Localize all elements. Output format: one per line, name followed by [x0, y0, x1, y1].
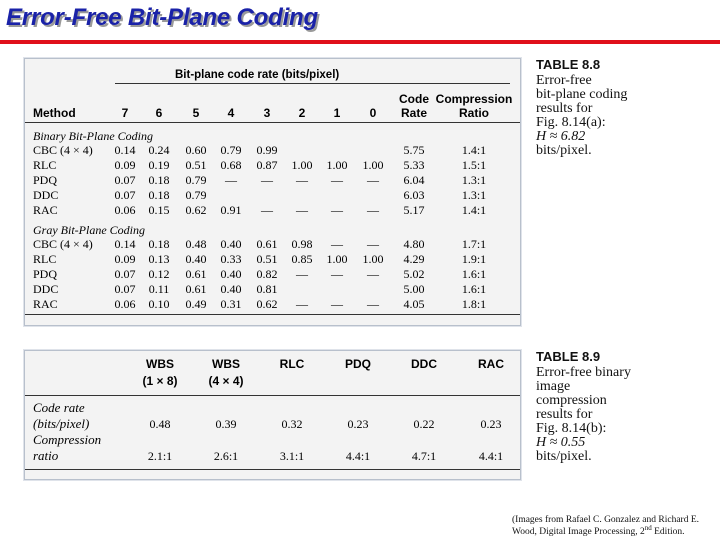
method-header: Method	[33, 106, 76, 120]
method-cell: PDQ	[33, 173, 58, 187]
plane-rate-cell: 0.40	[220, 237, 242, 251]
plane-rate-cell: 0.62	[256, 297, 278, 311]
plane-rate-cell: 0.31	[220, 297, 242, 311]
plane-rate-cell: —	[331, 203, 343, 217]
plane-rate-cell: 0.51	[185, 158, 207, 172]
compression-ratio-cell: 1.6:1	[461, 282, 487, 296]
plane-rate-cell: 0.09	[114, 158, 136, 172]
compression-ratio-cell: 1.3:1	[461, 173, 487, 187]
caption-line: bits/pixel.	[536, 449, 592, 464]
plane-rate-cell: 0.06	[114, 203, 136, 217]
method-cell: PDQ	[33, 267, 58, 281]
plane-rate-cell: 0.82	[256, 267, 278, 281]
plane-rate-cell: —	[261, 203, 273, 217]
plane-rate-cell: —	[331, 267, 343, 281]
plane-header: 1	[333, 106, 341, 120]
compression-ratio-cell: 1.8:1	[461, 297, 487, 311]
credit-line	[512, 523, 699, 538]
code-rate-header: Code	[399, 92, 429, 106]
plane-rate-cell: 0.48	[185, 237, 207, 251]
plane-rate-cell: 0.98	[291, 237, 313, 251]
code-rate-cell: 4.29	[403, 252, 425, 266]
plane-rate-cell: 0.14	[114, 237, 136, 251]
plane-rate-cell: —	[331, 173, 343, 187]
plane-rate-cell: 0.24	[148, 143, 170, 157]
compression-ratio-cell: 1.3:1	[461, 188, 487, 202]
code-rate-cell: 4.05	[403, 297, 425, 311]
caption-line: bit-plane coding	[536, 87, 628, 102]
plane-rate-cell: —	[331, 237, 343, 251]
code-rate-cell: 5.75	[403, 143, 425, 157]
compression-ratio-value: 4.7:1	[411, 449, 437, 463]
plane-rate-cell: 0.60	[185, 143, 207, 157]
compression-ratio-value: 2.1:1	[147, 449, 173, 463]
plane-rate-cell: 1.00	[326, 158, 348, 172]
method-cell: DDC	[33, 282, 59, 296]
caption-line: Fig. 8.14(a):	[536, 115, 606, 130]
credit-text: Wood, Digital Image Processing, 2	[512, 527, 645, 537]
code-rate-value: 0.48	[149, 417, 171, 431]
table-8-9-label: TABLE 8.9	[536, 349, 601, 364]
plane-rate-cell: 0.79	[220, 143, 242, 157]
table-8-8	[24, 58, 521, 326]
method-cell: RAC	[33, 203, 58, 217]
plane-rate-cell: 0.87	[256, 158, 278, 172]
credit-text: Edition.	[651, 527, 685, 537]
title-divider	[0, 40, 720, 44]
plane-rate-cell: —	[367, 237, 379, 251]
code-rate-value: 0.22	[413, 417, 435, 431]
plane-rate-cell: 0.99	[256, 143, 278, 157]
plane-rate-cell: 0.68	[220, 158, 242, 172]
plane-rate-cell: 0.51	[256, 252, 278, 266]
plane-rate-cell: 0.07	[114, 188, 136, 202]
caption-line: Error-free binary	[536, 365, 631, 380]
compression-ratio-cell: 1.9:1	[461, 252, 487, 266]
plane-rate-cell: 0.18	[148, 188, 170, 202]
plane-rate-cell: 0.13	[148, 252, 170, 266]
caption-line: compression	[536, 393, 607, 408]
caption-line: H ≈ 0.55	[536, 435, 586, 450]
plane-rate-cell: 0.40	[220, 282, 242, 296]
plane-rate-cell: 0.81	[256, 282, 278, 296]
gray-section-label: Gray Bit-Plane Coding	[33, 223, 145, 237]
plane-rate-cell: —	[367, 203, 379, 217]
plane-rate-cell: 1.00	[291, 158, 313, 172]
plane-rate-cell: 0.61	[185, 267, 207, 281]
method-cell: CBC (4 × 4)	[33, 143, 93, 157]
binary-section-label: Binary Bit-Plane Coding	[33, 129, 153, 143]
plane-rate-cell: 0.61	[185, 282, 207, 296]
plane-header: 6	[155, 106, 163, 120]
plane-rate-cell: 0.49	[185, 297, 207, 311]
column-header: WBS	[212, 357, 240, 371]
plane-rate-cell: 0.12	[148, 267, 170, 281]
plane-rate-cell: 1.00	[362, 158, 384, 172]
code-rate-cell: 6.03	[403, 188, 425, 202]
compression-ratio-cell: 1.4:1	[461, 143, 487, 157]
plane-rate-cell: 0.07	[114, 173, 136, 187]
table-8-9-caption	[536, 350, 631, 464]
plane-rate-cell: 0.85	[291, 252, 313, 266]
plane-rate-cell: 0.14	[114, 143, 136, 157]
caption-line: results for	[536, 101, 593, 116]
plane-rate-cell: 0.18	[148, 173, 170, 187]
code-rate-cell: 5.33	[403, 158, 425, 172]
plane-rate-cell: 0.15	[148, 203, 170, 217]
table-8-8-label: TABLE 8.8	[536, 57, 601, 72]
table-8-9	[24, 350, 521, 480]
plane-rate-cell: 0.09	[114, 252, 136, 266]
code-rate-cell: 4.80	[403, 237, 425, 251]
column-header: RAC	[478, 357, 504, 371]
compression-ratio-cell: 1.5:1	[461, 158, 487, 172]
table-bottom-rule	[25, 314, 520, 315]
caption-line: image	[536, 379, 571, 394]
compression-label: Compression	[33, 432, 102, 447]
code-rate-value: 0.23	[480, 417, 502, 431]
plane-header: 5	[192, 106, 200, 120]
column-header: DDC	[411, 357, 437, 371]
plane-header: 3	[263, 106, 271, 120]
compression-ratio-cell: 1.4:1	[461, 203, 487, 217]
caption-line: H ≈ 6.82	[536, 129, 586, 144]
plane-header: 2	[298, 106, 306, 120]
plane-rate-cell: 0.91	[220, 203, 242, 217]
plane-rate-cell: 0.40	[185, 252, 207, 266]
plane-rate-cell: 0.79	[185, 173, 207, 187]
caption-line: results for	[536, 407, 593, 422]
column-header: RLC	[279, 357, 305, 371]
image-credit	[512, 514, 699, 538]
plane-rate-cell: 0.62	[185, 203, 207, 217]
plane-rate-cell: —	[296, 267, 308, 281]
code-rate-cell: 5.00	[403, 282, 425, 296]
column-header: WBS	[146, 357, 174, 371]
code-rate-cell: 5.02	[403, 267, 425, 281]
compression-ratio-value: 2.6:1	[213, 449, 239, 463]
method-cell: RLC	[33, 252, 57, 266]
plane-rate-cell: 0.19	[148, 158, 170, 172]
plane-header: 4	[227, 106, 235, 120]
plane-rate-cell: 0.10	[148, 297, 170, 311]
code-rate-label: (bits/pixel)	[33, 416, 90, 431]
plane-rate-cell: —	[367, 267, 379, 281]
plane-rate-cell: 0.40	[220, 267, 242, 281]
slide-title: Error-Free Bit-Plane Coding	[6, 4, 318, 31]
plane-rate-cell: —	[225, 173, 237, 187]
code-rate-cell: 6.04	[403, 173, 425, 187]
plane-rate-cell: 1.00	[362, 252, 384, 266]
plane-rate-cell: 0.07	[114, 282, 136, 296]
column-header: PDQ	[344, 357, 372, 371]
plane-rate-cell: 0.11	[148, 282, 170, 296]
code-rate-header: Rate	[400, 106, 428, 120]
plane-rate-cell: —	[296, 297, 308, 311]
compression-header: Ratio	[459, 106, 489, 120]
plane-rate-cell: —	[367, 173, 379, 187]
compression-ratio-value: 4.4:1	[478, 449, 504, 463]
table-8-8-caption	[536, 58, 627, 158]
code-rate-label: Code rate	[33, 400, 85, 415]
compression-ratio-cell: 1.6:1	[461, 267, 487, 281]
column-header-sub: (4 × 4)	[208, 374, 244, 388]
method-cell: RAC	[33, 297, 58, 311]
caption-line: Error-free	[536, 73, 592, 88]
caption-line: bits/pixel.	[536, 143, 592, 158]
method-cell: RLC	[33, 158, 57, 172]
plane-rate-cell: 0.61	[256, 237, 278, 251]
credit-sup: nd	[644, 523, 652, 532]
code-rate-value: 0.23	[347, 417, 369, 431]
code-rate-value: 0.39	[215, 417, 237, 431]
credit-line: (Images from Rafael C. Gonzalez and Richard E.	[512, 515, 700, 525]
plane-rate-cell: 0.07	[114, 267, 136, 281]
compression-label: ratio	[33, 448, 59, 463]
plane-rate-cell: —	[331, 297, 343, 311]
plane-rate-cell: 0.06	[114, 297, 136, 311]
group-header-rule	[115, 83, 510, 84]
method-cell: DDC	[33, 188, 59, 202]
plane-rate-cell: —	[367, 297, 379, 311]
plane-header: 0	[369, 106, 377, 120]
compression-ratio-value: 4.4:1	[345, 449, 371, 463]
code-rate-cell: 5.17	[403, 203, 425, 217]
column-header-sub: (1 × 8)	[142, 374, 178, 388]
plane-rate-cell: —	[261, 173, 273, 187]
compression-header: Compression	[435, 92, 513, 106]
header-rule	[25, 122, 520, 123]
plane-rate-cell: —	[296, 173, 308, 187]
plane-rate-cell: 1.00	[326, 252, 348, 266]
plane-rate-cell: 0.33	[220, 252, 242, 266]
plane-rate-cell: —	[296, 203, 308, 217]
plane-rate-cell: 0.18	[148, 237, 170, 251]
method-cell: CBC (4 × 4)	[33, 237, 93, 251]
table-bottom-rule	[25, 469, 520, 470]
bit-plane-group-header: Bit-plane code rate (bits/pixel)	[175, 69, 340, 81]
header-rule	[25, 395, 520, 396]
code-rate-value: 0.32	[281, 417, 303, 431]
caption-line: Fig. 8.14(b):	[536, 421, 607, 436]
compression-ratio-cell: 1.7:1	[461, 237, 487, 251]
plane-rate-cell: 0.79	[185, 188, 207, 202]
compression-ratio-value: 3.1:1	[279, 449, 305, 463]
plane-header: 7	[121, 106, 129, 120]
